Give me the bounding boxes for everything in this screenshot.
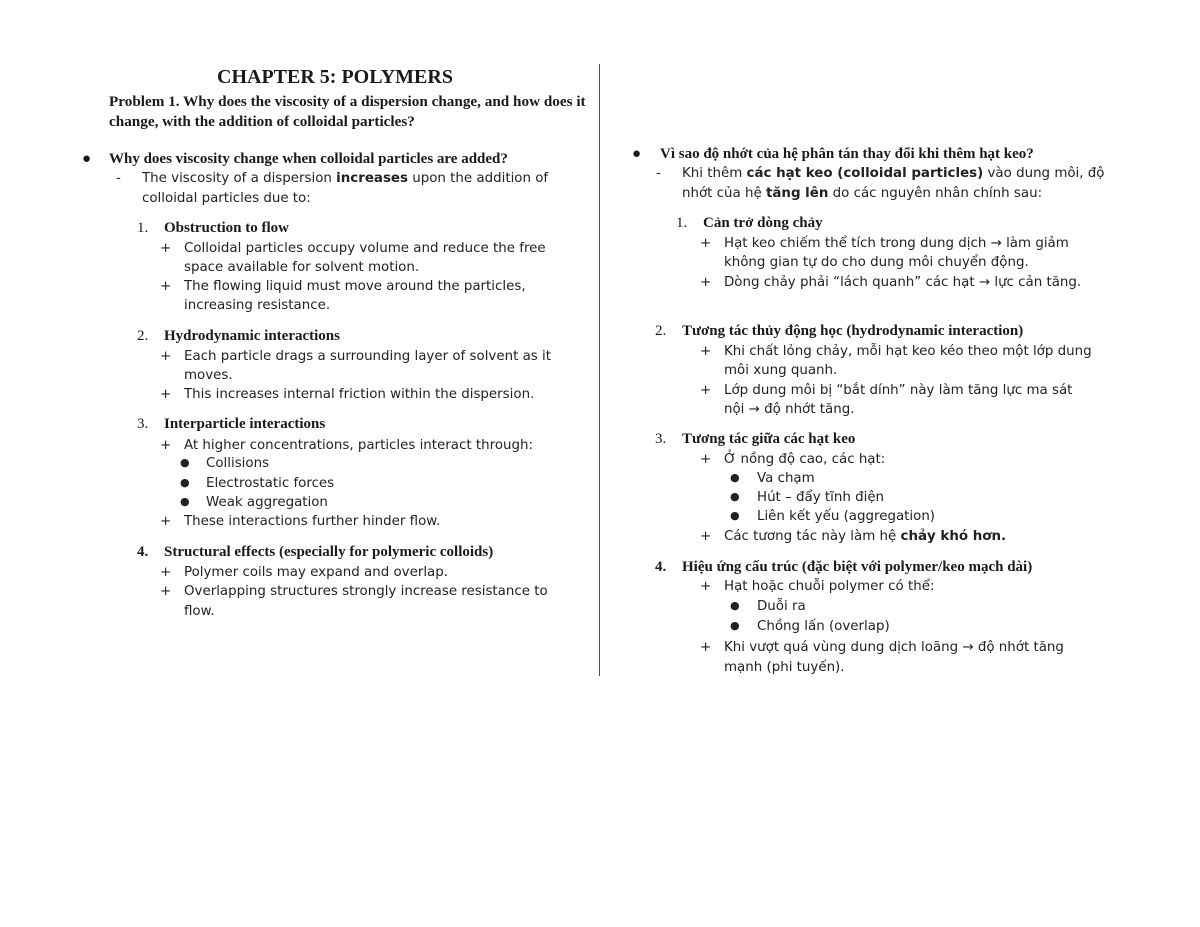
- plus-icon: +: [160, 241, 172, 256]
- vi-question: Vì sao độ nhớt của hệ phân tán thay đổi khi thêm hạt keo?: [660, 146, 1034, 162]
- en-s1-b2b: increasing resistance.: [184, 298, 331, 313]
- en-s3-heading: Interparticle interactions: [164, 416, 326, 432]
- vi-s1-num: 1.: [676, 215, 688, 231]
- vi-s1-b1b: không gian tự do cho dung môi chuyển động.: [724, 255, 1029, 270]
- en-s3-sub: Weak aggregation: [206, 495, 328, 510]
- vi-s4-num: 4.: [655, 559, 667, 575]
- vi-s3-b1a: Ở nồng độ cao, các hạt:: [724, 452, 886, 467]
- plus-icon: +: [700, 452, 712, 467]
- plus-icon: +: [160, 438, 172, 453]
- en-s2-b1b: moves.: [184, 368, 233, 383]
- en-s1-b1a: Colloidal particles occupy volume and reduce the free: [184, 241, 546, 256]
- bullet-icon: ●: [82, 150, 92, 167]
- en-question: Why does viscosity change when colloidal particles are added?: [109, 151, 508, 167]
- bullet-icon: ●: [180, 495, 190, 508]
- vi-s3-sub: Hút – đẩy tĩnh điện: [757, 490, 885, 505]
- vi-s1-b2a: Dòng chảy phải “lách quanh” các hạt → lực cản tăng.: [724, 275, 1082, 290]
- vi-s4-b1a: Hạt hoặc chuỗi polymer có thể:: [724, 579, 935, 594]
- plus-icon: +: [700, 579, 712, 594]
- vi-s3-sub: Liên kết yếu (aggregation): [757, 509, 936, 524]
- bullet-icon: ●: [180, 476, 190, 489]
- plus-icon: +: [160, 279, 172, 294]
- bullet-icon: ●: [730, 490, 740, 503]
- en-intro-line2: colloidal particles due to:: [142, 191, 311, 206]
- vi-s4-b2a: Khi vượt quá vùng dung dịch loãng → độ nhớt tăng: [724, 640, 1064, 655]
- plus-icon: +: [160, 565, 172, 580]
- plus-icon: +: [160, 387, 172, 402]
- dash-icon: -: [116, 171, 121, 186]
- vi-s4-heading: Hiệu ứng cấu trúc (đặc biệt với polymer/keo mạch dài): [682, 559, 1033, 575]
- vi-s2-num: 2.: [655, 323, 667, 339]
- dash-icon: -: [656, 166, 661, 181]
- en-s4-b2b: flow.: [184, 604, 215, 619]
- plus-icon: +: [700, 236, 712, 251]
- vi-s4-sub: Duỗi ra: [757, 599, 806, 614]
- plus-icon: +: [700, 344, 712, 359]
- vi-s2-b1a: Khi chất lỏng chảy, mỗi hạt keo kéo theo một lớp dung: [724, 344, 1092, 359]
- plus-icon: +: [160, 349, 172, 364]
- bullet-icon: ●: [730, 619, 740, 632]
- column-divider: [599, 64, 600, 676]
- bullet-icon: ●: [180, 456, 190, 469]
- vi-s2-b1b: môi xung quanh.: [724, 363, 838, 378]
- en-s3-num: 3.: [137, 416, 149, 432]
- bullet-icon: ●: [730, 599, 740, 612]
- en-s3-b1a: At higher concentrations, particles interact through:: [184, 438, 533, 453]
- en-s4-b2a: Overlapping structures strongly increase resistance to: [184, 584, 548, 599]
- vi-s1-heading: Cản trở dòng chảy: [703, 215, 823, 231]
- plus-icon: +: [700, 275, 712, 290]
- plus-icon: +: [700, 529, 712, 544]
- page-title: CHAPTER 5: POLYMERS: [217, 66, 453, 88]
- bullet-icon: ●: [730, 471, 740, 484]
- vi-intro-line2: nhớt của hệ tăng lên do các nguyên nhân chính sau:: [682, 186, 1043, 201]
- vi-s4-b2b: mạnh (phi tuyến).: [724, 660, 845, 675]
- en-s1-b2a: The flowing liquid must move around the particles,: [184, 279, 526, 294]
- en-s4-b1a: Polymer coils may expand and overlap.: [184, 565, 449, 580]
- bullet-icon: ●: [632, 145, 642, 162]
- en-s1-heading: Obstruction to flow: [164, 220, 289, 236]
- plus-icon: +: [160, 584, 172, 599]
- en-s2-b2a: This increases internal friction within the dispersion.: [184, 387, 535, 402]
- vi-s3-b2: Các tương tác này làm hệ chảy khó hơn.: [724, 529, 1007, 544]
- vi-s1-b1a: Hạt keo chiếm thể tích trong dung dịch → làm giảm: [724, 236, 1069, 251]
- en-s2-num: 2.: [137, 328, 149, 344]
- vi-s3-heading: Tương tác giữa các hạt keo: [682, 431, 856, 447]
- plus-icon: +: [700, 640, 712, 655]
- en-s2-heading: Hydrodynamic interactions: [164, 328, 340, 344]
- plus-icon: +: [160, 514, 172, 529]
- en-s3-sub: Electrostatic forces: [206, 476, 335, 491]
- en-s3-sub: Collisions: [206, 456, 270, 471]
- problem-statement: Problem 1. Why does the viscosity of a dispersion change, and how does it change, with the addition of colloidal particles?: [109, 93, 586, 130]
- en-s1-b1b: space available for solvent motion.: [184, 260, 420, 275]
- en-s4-heading: Structural effects (especially for polymeric colloids): [164, 544, 494, 560]
- bullet-icon: ●: [730, 509, 740, 522]
- vi-intro-line1: Khi thêm các hạt keo (colloidal particles) vào dung môi, độ: [682, 166, 1105, 181]
- vi-s4-sub: Chồng lấn (overlap): [757, 619, 890, 634]
- vi-s3-sub: Va chạm: [757, 471, 815, 486]
- vi-s2-b2a: Lớp dung môi bị “bắt dính” này làm tăng lực ma sát: [724, 383, 1073, 398]
- vi-s3-num: 3.: [655, 431, 667, 447]
- vi-s2-b2b: nội → độ nhớt tăng.: [724, 402, 855, 417]
- plus-icon: +: [700, 383, 712, 398]
- en-s2-b1a: Each particle drags a surrounding layer of solvent as it: [184, 349, 551, 364]
- vi-s2-heading: Tương tác thủy động học (hydrodynamic interaction): [682, 323, 1024, 339]
- en-s1-num: 1.: [137, 220, 149, 236]
- en-s4-num: 4.: [137, 544, 149, 560]
- en-intro-line1: The viscosity of a dispersion increases upon the addition of: [142, 171, 549, 186]
- en-s3-b2a: These interactions further hinder flow.: [184, 514, 441, 529]
